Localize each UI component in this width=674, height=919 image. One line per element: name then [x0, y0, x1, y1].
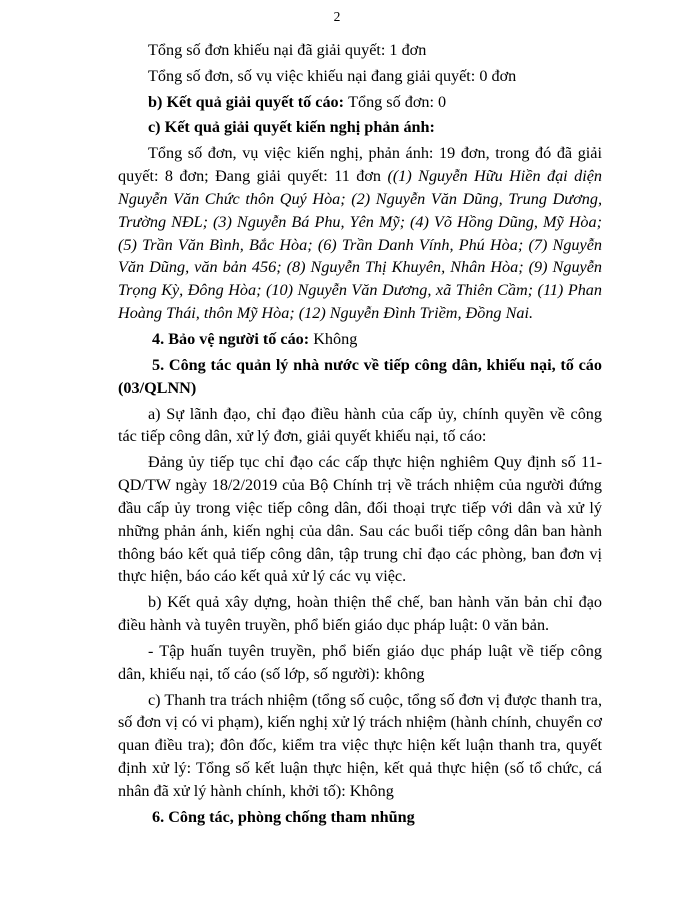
document-body: [118, 39, 602, 829]
paragraph: [118, 91, 602, 114]
text-run: 4. Bảo vệ người tố cáo:: [152, 329, 314, 348]
paragraph: [118, 689, 602, 803]
text-run: - Tập huấn tuyên truyền, phổ biến giáo dục pháp luật về tiếp công dân, khiếu nại, tố cáo (số lớp, số người): không: [118, 641, 602, 683]
text-run: Tổng số đơn, vụ việc kiến nghị, phản ánh: 19 đơn, trong đó đã giải quyết: 8 đơn; Đang giải quyết: 11 đơn: [118, 144, 602, 186]
paragraph: [118, 451, 602, 588]
text-run: Tổng số đơn khiếu nại đã giải quyết: 1 đơn: [148, 40, 427, 59]
paragraph: [118, 39, 602, 62]
paragraph: [118, 354, 602, 400]
paragraph: [118, 142, 602, 325]
text-run: Tổng số đơn: 0: [348, 92, 447, 111]
paragraph: [118, 806, 602, 829]
text-run: b) Kết quả xây dựng, hoàn thiện thể chế, ban hành văn bản chỉ đạo điều hành và tuyên truyền, phổ biến giáo dục pháp luật: 0 văn bản.: [118, 593, 602, 635]
text-run: Không: [313, 329, 358, 348]
paragraph: [118, 403, 602, 449]
text-run: 6. Công tác, phòng chống tham nhũng: [152, 807, 415, 826]
text-run: Tổng số đơn, số vụ việc khiếu nại đang giải quyết: 0 đơn: [148, 66, 517, 85]
paragraph: [118, 591, 602, 637]
text-run: Đảng ủy tiếp tục chỉ đạo các cấp thực hiện nghiêm Quy định số 11-QD/TW ngày 18/2/2019 của Bộ Chính trị về trách nhiệm của người đứng đầu cấp ủy trong việc tiếp công dân, đối thoại trực tiếp với dân và xử lý những phản ánh, kiến nghị của dân. Sau các buổi tiếp công dân ban hành thông báo kết quả tiếp công dân, tập trung chỉ đạo các phòng, ban đơn vị thực hiện, báo cáo kết quả xử lý các vụ việc.: [118, 453, 602, 586]
text-run: ((1) Nguyễn Hữu Hiền đại diện Nguyễn Văn Chức thôn Quý Hòa; (2) Nguyễn Văn Dũng, Trung Dương, Trường NĐL; (3) Nguyễn Bá Phu, Yên Mỹ; (4) Võ Hồng Dũng, Mỹ Hòa; (5) Trần Văn Bình, Bắc Hòa; (6) Trần Danh Vính, Phú Hòa; (7) Nguyễn Văn Dũng, văn bản 456; (8) Nguyễn Thị Khuyên, Nhân Hòa; (9) Nguyễn Trọng Kỳ, Đông Hòa; (10) Nguyễn Văn Dương, xã Thiên Cầm; (11) Phan Hoàng Thái, thôn Mỹ Hòa; (12) Nguyễn Đình Triềm, Đồng Nai.: [118, 167, 602, 323]
text-run: b) Kết quả giải quyết tố cáo:: [148, 92, 349, 111]
paragraph: [118, 640, 602, 686]
text-run: a) Sự lãnh đạo, chỉ đạo điều hành của cấp ủy, chính quyền về công tác tiếp công dân, xử lý đơn, giải quyết khiếu nại, tố cáo:: [118, 404, 602, 446]
text-run: c) Thanh tra trách nhiệm (tổng số cuộc, tổng số đơn vị được thanh tra, số đơn vị có vi phạm), kiến nghị xử lý trách nhiệm (hành chính, chuyển cơ quan điều tra); đôn đốc, kiểm tra việc thực hiện kết luận thanh tra, quyết định xử lý: Tổng số kết luận thực hiện, kết quả thực hiện (số tổ chức, cá nhân đã xử lý hành chính, khởi tố): Không: [118, 690, 602, 800]
paragraph: [118, 65, 602, 88]
text-run: 5. Công tác quản lý nhà nước về tiếp công dân, khiếu nại, tố cáo (03/QLNN): [118, 355, 602, 397]
page-number: 2: [333, 9, 341, 24]
text-run: c) Kết quả giải quyết kiến nghị phản ánh:: [148, 118, 435, 137]
paragraph: [118, 328, 602, 351]
paragraph: [118, 116, 602, 139]
